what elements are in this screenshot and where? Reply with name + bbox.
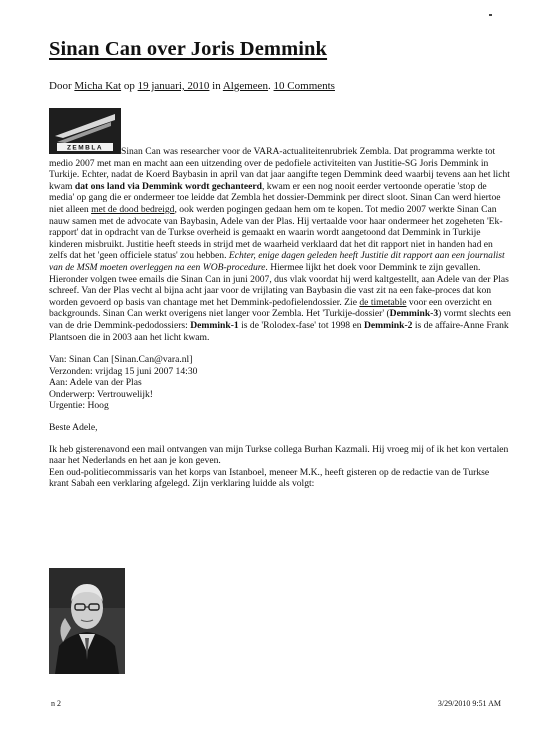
title-link[interactable]: Sinan Can over Joris Demmink [49,38,328,60]
email-urgency: Urgentie: Hoog [49,400,109,412]
intro-bold-1: dat ons land via Demmink wordt gechanteerd [74,180,262,192]
intro-text-4: . Hiermee lijkt het doek voor Demmink te zijn gevallen. Hieronder volgen twee emails die Sinan Can in juni 2007, dus vlak voordat hij werd kaltgestellt, aan Adele van der Plas schreef. Van der Plas vecht al bijna acht jaar voor de vrijlating van Baybasin die vast zit na een fake-proces dat kon worden gevoerd op basis van chantage met het Demmink-pedofielendossier. Zie [49,261,509,308]
date-link[interactable]: 19 januari, 2010 [137,80,210,92]
print-timestamp: 3/29/2010 9:51 AM [437,699,501,708]
email-to: Aan: Adele van der Plas [49,377,142,389]
email-from: Van: Sinan Can [Sinan.Can@vara.nl] [49,354,193,366]
page-number: n 2 [51,699,61,708]
dossier-2-bold: Demmink-2 [363,319,413,331]
intro-text-7: is de 'Rolodex-fase' tot 1998 en [238,319,364,331]
article-body [49,146,511,490]
email-greeting: Beste Adele, [49,422,98,434]
email-sent: Verzonden: vrijdag 15 juni 2007 14:30 [49,365,198,377]
dossier-1-bold: Demmink-1 [190,319,239,331]
byline-sep: . [268,80,274,92]
email-paragraph-1: Ik heb gisterenavond een mail ontvangen van mijn Turkse collega Burhan Kazmali. Hij vroeg mij of ik het kon vertalen naar het Nederlands en het aan je kon geven. [49,443,509,467]
death-threat-link[interactable]: met de dood bedreigd [91,203,175,215]
page-title [49,38,327,61]
author-link[interactable]: Micha Kat [74,80,122,92]
logo-text: ZEMBLA [66,144,104,152]
intro-text-3: , ook werden pogingen gedaan hem om te kopen. Tot medio 2007 werkte Sinan Can nauw samen met de advocate van Baybasin, Adele van der Plas. Hij vertaalde voor haar ondermeer het zogeheten 'Ek-rapport' dat in opdracht van de Turkse overheid is gemaakt en waarin wordt aangetoond dat Demmink in Turkije kinderen misbruikt. Justitie heeft steeds in strijd met de waarheid verklaard dat het dit rapport niet in handen had en zelfs dat het 'geen officiele status' zou hebben. [49,203,503,262]
intro-text-2: , kwam er een nog nooit eerder vertoonde operatie 'stop de media' op gang die er ondermeer toe leidde dat Zembla het dossier-Demmink per direct sloot. Sinan Can werd hiertoe niet alleen [49,180,501,215]
intro-paragraph [49,146,511,343]
comments-link[interactable]: 10 Comments [273,80,335,92]
dossier-3-bold: Demmink-3 [389,308,439,320]
portrait-photo [49,568,125,674]
byline-op: op [121,80,138,92]
intro-italic: Echter, enige dagen geleden heeft Justitie dit rapport aan een journalist van de MSM moeten overleggen na een WOB-procedure [49,250,505,273]
category-link[interactable]: Algemeen [222,80,269,92]
byline-in: in [209,80,223,92]
timetable-link[interactable]: de timetable [359,296,407,308]
scan-speck [489,14,492,16]
portrait-graphic [49,568,125,674]
email-paragraph-2: Een oud-politiecommissaris van het korps van Istanboel, meneer M.K., heeft gisteren op de redactie van de Turkse krant Sabah een verklaring afgelegd. Zijn verklaring luidde als volgt: [49,466,490,490]
email-subject: Onderwerp: Vertrouwelijk! [49,388,153,400]
intro-text-8: is de affaire-Anne Frank Plantsoen die in 2003 aan het licht kwam. [49,319,509,343]
byline-door: Door [49,80,75,92]
intro-text-1: Sinan Can was researcher voor de VARA-actualiteitenrubriek Zembla. Dat programma werkte tot medio 2007 met man en macht aan een uitzending over de pedofiele activiteiten van Justitie-SG Joris Demmink in Turkije. Echter, nadat de Koerd Baybasin in april van dat jaar aangifte tegen Demmink deed waarbij tevens aan het licht kwam [49,146,510,192]
byline [49,80,335,92]
intro-text-5: voor een overzicht en backgrounds. Sinan Can werkt overigens niet langer voor Zembla. Het 'Turkije-dossier' ( [49,296,492,320]
intro-text-6: ) vormt slechts een van de drie Demmink-pedodossiers: [49,308,511,331]
